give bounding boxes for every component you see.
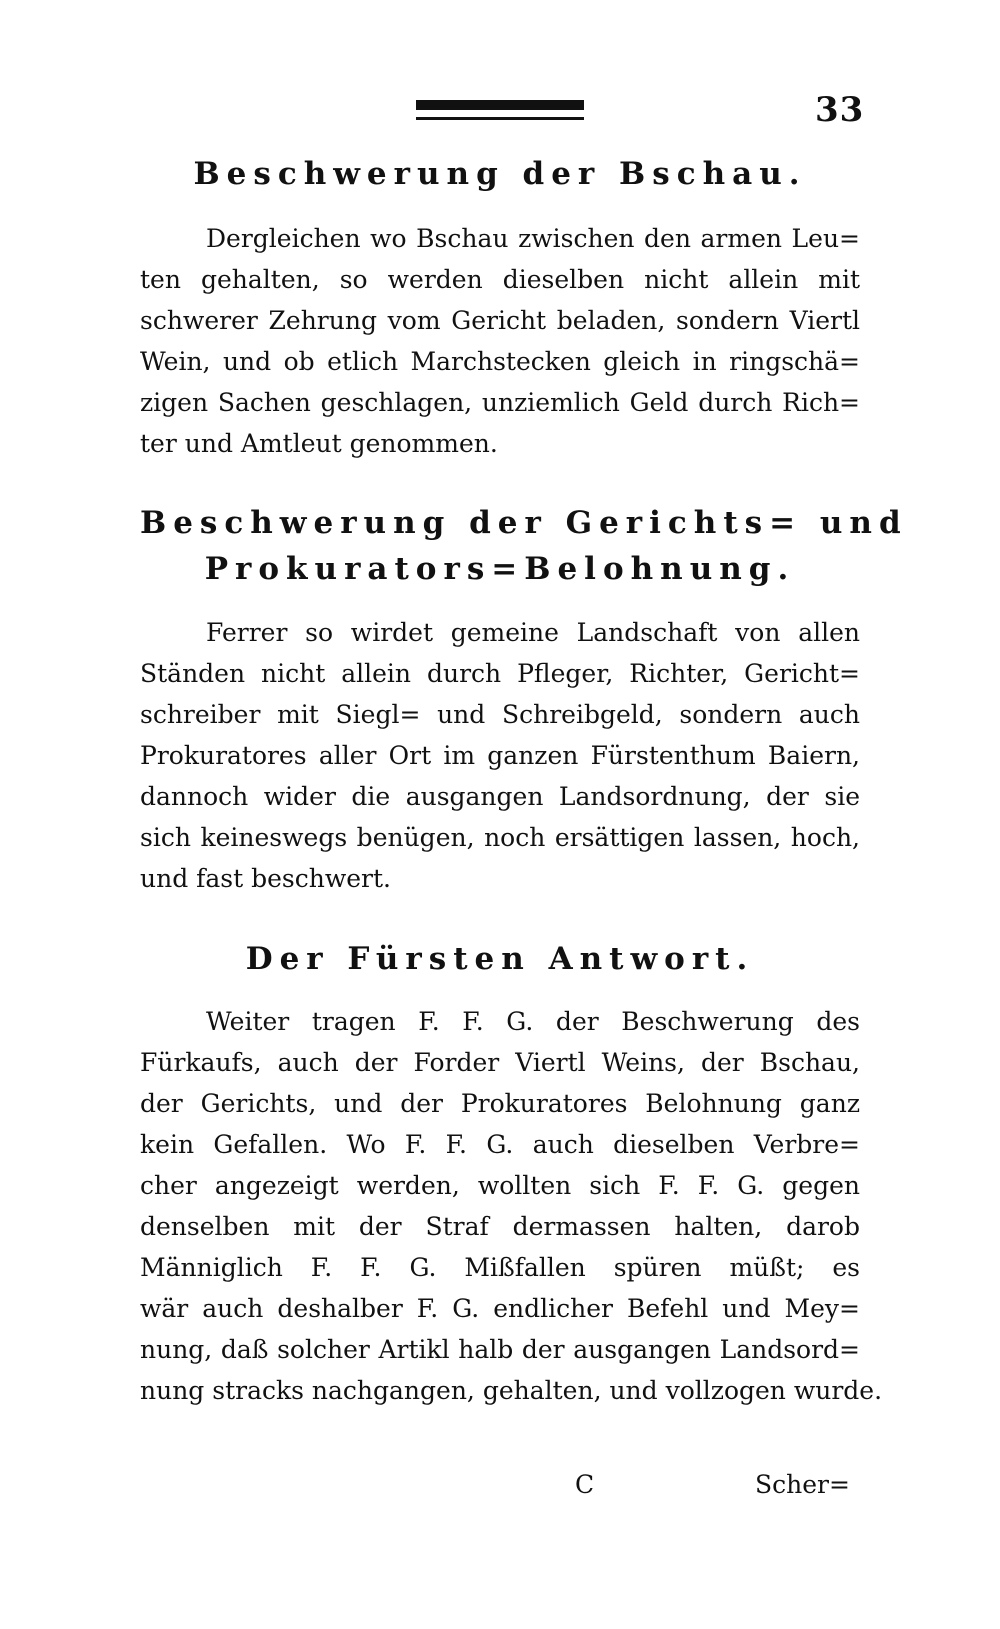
- text-line: ter und Amtleut genommen.: [140, 429, 498, 458]
- text-line: ten gehalten, so werden dieselben nicht allein mit: [140, 265, 860, 294]
- signature-mark: C: [575, 1470, 595, 1499]
- text-line: nung, daß solcher Artikl halb der ausgangen Landsord=: [140, 1335, 860, 1364]
- text-line: Fürkaufs, auch der Forder Viertl Weins, der Bschau,: [140, 1048, 860, 1077]
- text-line: Ständen nicht allein durch Pfleger, Richter, Gericht=: [140, 659, 860, 688]
- text-line: und fast beschwert.: [140, 864, 392, 893]
- text-line: wär auch deshalber F. G. endlicher Befehl und Mey=: [140, 1294, 860, 1323]
- catchword: Scher=: [755, 1470, 850, 1499]
- heading-line: Prokurators=Belohnung.: [204, 551, 796, 587]
- section-heading-gerichts: [140, 500, 908, 592]
- text-line: Männiglich F. F. G. Mißfallen spüren müßt; es: [140, 1253, 860, 1282]
- text-line: sich keineswegs benügen, noch ersättigen lassen, hoch,: [140, 823, 860, 852]
- heading-line: Beschwerung der Bschau.: [193, 156, 807, 192]
- header-rule-thin: [416, 117, 584, 120]
- text-line: Weiter tragen F. F. G. der Beschwerung des: [206, 1007, 860, 1036]
- text-line: Wein, und ob etlich Marchstecken gleich in ringschä=: [140, 347, 860, 376]
- text-line: zigen Sachen geschlagen, unziemlich Geld durch Rich=: [140, 388, 860, 417]
- section-heading-bschau: [140, 151, 860, 197]
- heading-line: Beschwerung der Gerichts= und: [140, 505, 908, 541]
- paragraph-bschau: [140, 218, 860, 464]
- text-line: schreiber mit Siegl= und Schreibgeld, sondern auch: [140, 700, 860, 729]
- paragraph-gerichts: [140, 612, 860, 899]
- text-line: Dergleichen wo Bschau zwischen den armen Leu=: [206, 224, 860, 253]
- text-line: schwerer Zehrung vom Gericht beladen, sondern Viertl: [140, 306, 860, 335]
- section-heading-antwort: [140, 936, 860, 982]
- text-line: Prokuratores aller Ort im ganzen Fürstenthum Baiern,: [140, 741, 860, 770]
- text-line: kein Gefallen. Wo F. F. G. auch dieselben Verbre=: [140, 1130, 860, 1159]
- text-line: nung stracks nachgangen, gehalten, und vollzogen wurde.: [140, 1376, 883, 1405]
- text-line: dannoch wider die ausgangen Landsordnung, der sie: [140, 782, 860, 811]
- page-number: 33: [815, 90, 865, 130]
- text-line: Ferrer so wirdet gemeine Landschaft von allen: [206, 618, 860, 647]
- text-line: denselben mit der Straf dermassen halten, darob: [140, 1212, 860, 1241]
- paragraph-antwort: [140, 1001, 883, 1411]
- text-line: der Gerichts, und der Prokuratores Belohnung ganz: [140, 1089, 860, 1118]
- text-line: cher angezeigt werden, wollten sich F. F. G. gegen: [140, 1171, 860, 1200]
- heading-line: Der Fürsten Antwort.: [245, 941, 755, 977]
- header-rule-thick: [416, 100, 584, 110]
